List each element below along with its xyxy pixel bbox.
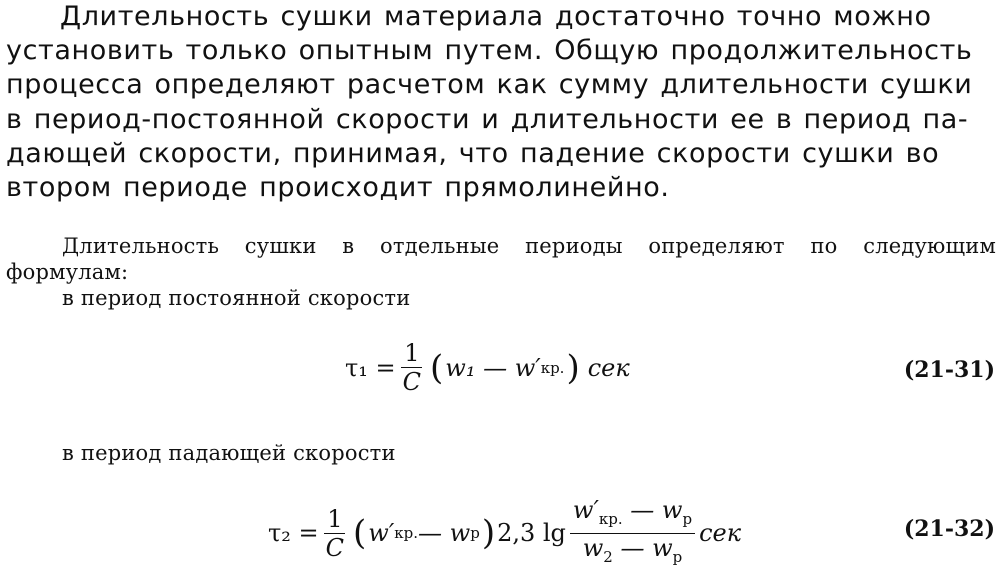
formula-subscript: p (672, 547, 683, 566)
formulas-intro-line: Длительность сушки в отдельные периоды определяют по следующим (62, 234, 996, 258)
formula-subscript: p (470, 524, 480, 543)
fraction-numerator: 1 (324, 506, 345, 534)
falling-rate-label: в период падающей скорости (62, 441, 396, 465)
formula-term: — w (612, 533, 673, 562)
open-paren: ( (353, 513, 367, 554)
formula-fraction (323, 506, 347, 561)
formulas-intro-line: формулам: (6, 260, 129, 284)
formulas-intro-paragraph (6, 233, 996, 311)
open-paren: ( (430, 347, 444, 388)
main-paragraph-line: установить только опытным путем. Общую продолжительность (6, 35, 973, 67)
constant-rate-label: в период постоянной скорости (62, 286, 411, 310)
equation-number-21-31: (21-31) (903, 357, 995, 383)
formula-coefficient: 2,3 lg (497, 519, 566, 548)
main-paragraph (6, 0, 996, 205)
main-paragraph-line: процесса определяют расчетом как сумму длительности сушки (6, 69, 973, 101)
formula-unit: сек (699, 519, 742, 548)
main-paragraph-line: втором периоде происходит прямолинейно. (6, 172, 670, 204)
close-paren: ) (481, 513, 496, 554)
fraction-numerator: 1 (401, 340, 422, 368)
formula-lhs: τ₁ = (345, 353, 396, 382)
log-fraction (570, 497, 695, 570)
formula-21-31 (345, 340, 630, 395)
formula-subscript: кр. (540, 358, 565, 377)
equation-number-21-32: (21-32) (903, 516, 995, 542)
formula-term: w (582, 533, 604, 562)
formula-term: w′ (572, 496, 599, 524)
formula-lhs: τ₂ = (268, 519, 319, 548)
formula-subscript: p (682, 509, 693, 528)
formula-21-32 (268, 497, 741, 570)
formula-term: — w (622, 496, 683, 524)
log-fraction-numerator (570, 497, 695, 534)
fraction-denominator: C (325, 533, 345, 562)
formula-term: — w (418, 519, 471, 548)
main-paragraph-line: дающей скорости, принимая, что падение скорости сушки во (6, 137, 940, 169)
close-paren: ) (566, 347, 580, 388)
formula-body: w₁ — w′ (445, 353, 541, 382)
formula-subscript: кр. (598, 509, 623, 528)
formula-unit: сек (587, 353, 630, 382)
log-fraction-denominator (580, 534, 686, 570)
formula-subscript: 2 (603, 547, 613, 566)
formula-term: w′ (368, 519, 395, 548)
main-paragraph-line: Длительность сушки материала достаточно точно можно (60, 1, 932, 32)
fraction-denominator: C (402, 368, 422, 396)
formula-fraction (400, 340, 424, 395)
main-paragraph-line: в период-постоянной скорости и длительности ее в период па- (6, 103, 969, 135)
formula-subscript: кр. (394, 524, 419, 543)
